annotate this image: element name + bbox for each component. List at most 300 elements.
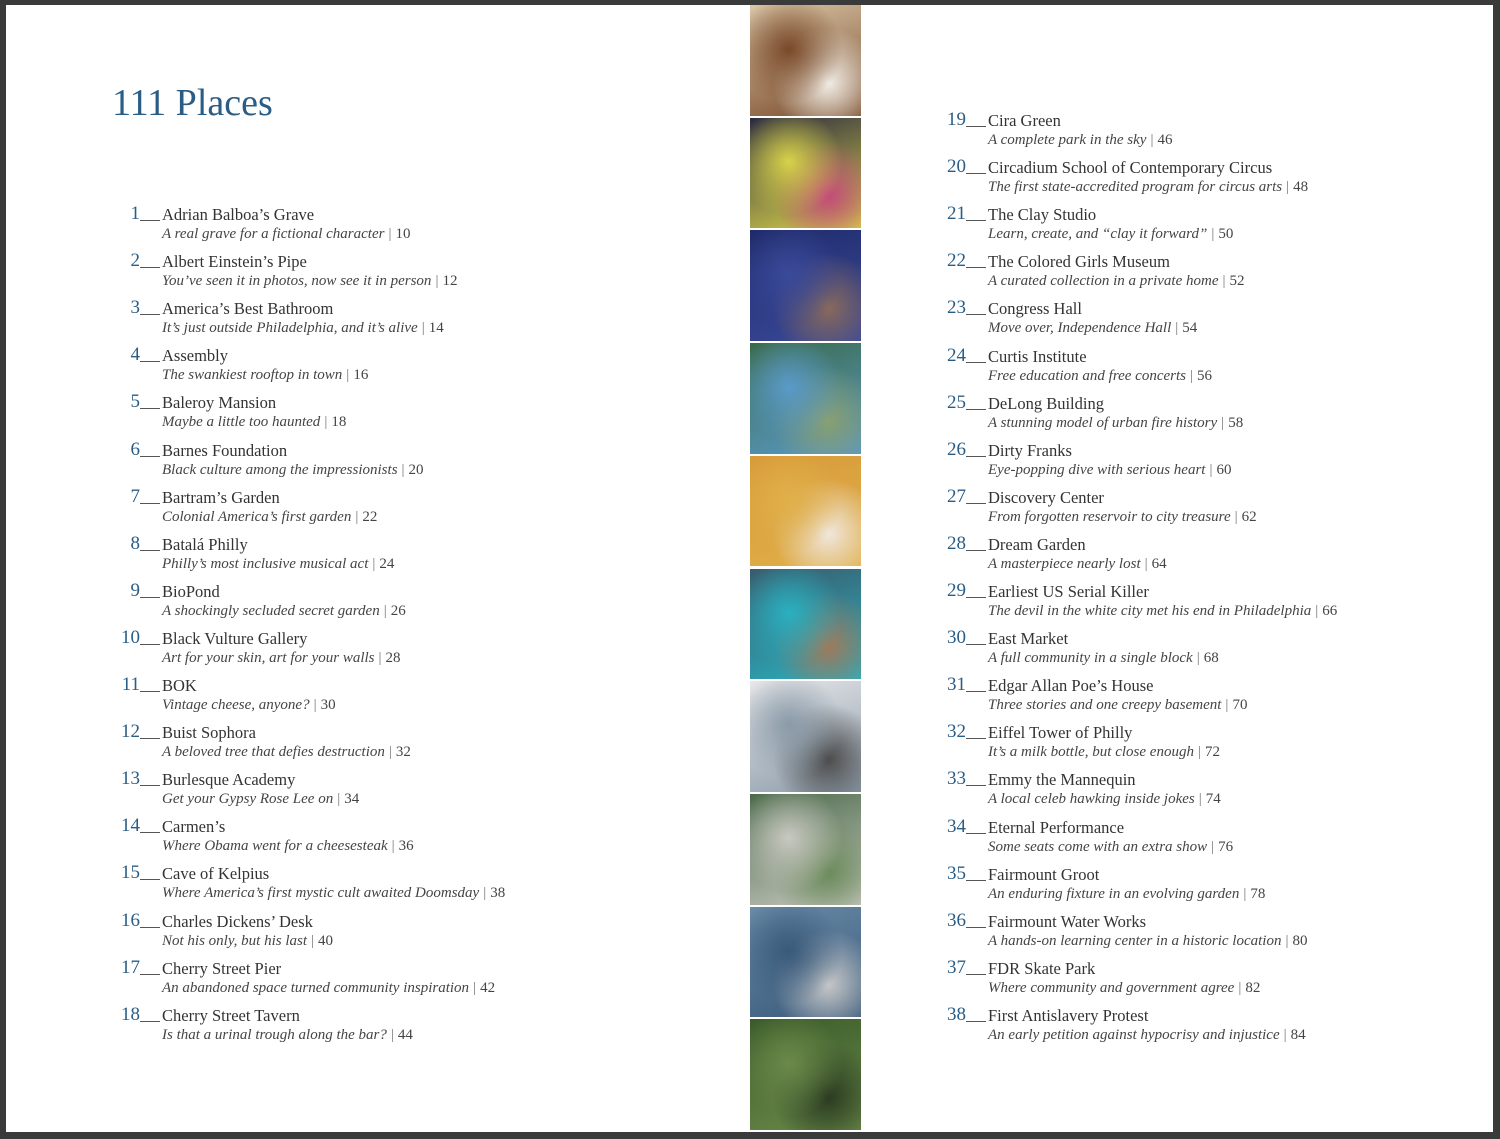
entry-subline bbox=[988, 225, 1233, 244]
entry-leader-rule bbox=[140, 691, 160, 692]
entry-subline bbox=[162, 508, 377, 527]
entry-leader-rule bbox=[966, 644, 986, 645]
entry-separator: | bbox=[401, 461, 405, 478]
entry-separator: | bbox=[1283, 1026, 1287, 1043]
entry-tagline: Some seats come with an extra show bbox=[988, 838, 1208, 855]
entry-separator: | bbox=[383, 602, 387, 619]
toc-entry bbox=[932, 297, 1492, 341]
entry-place-name: Earliest US Serial Killer bbox=[988, 582, 1149, 601]
entry-page-number: 80 bbox=[1292, 932, 1308, 949]
entry-place-name: Charles Dickens’ Desk bbox=[162, 911, 313, 931]
entry-leader-rule bbox=[140, 314, 160, 315]
entry-leader-rule bbox=[966, 409, 986, 410]
entry-leader-rule bbox=[966, 220, 986, 221]
entry-subline bbox=[162, 366, 368, 385]
entry-leader-rule bbox=[966, 173, 986, 174]
entry-separator: | bbox=[1144, 555, 1148, 572]
entry-subline bbox=[988, 178, 1308, 197]
entry-page-number: 20 bbox=[408, 461, 424, 478]
entry-page-number: 46 bbox=[1157, 132, 1173, 148]
toc-entry bbox=[106, 580, 666, 624]
entry-number: 4 bbox=[130, 344, 140, 366]
toc-entry bbox=[932, 910, 1492, 954]
entry-place-name: Albert Einstein’s Pipe bbox=[162, 252, 307, 272]
entry-separator: | bbox=[388, 226, 392, 242]
entry-number: 6 bbox=[130, 438, 140, 460]
entry-separator: | bbox=[1150, 132, 1154, 148]
entry-place-name: Barnes Foundation bbox=[162, 440, 288, 460]
entry-subline bbox=[162, 1026, 413, 1045]
entry-place-name: Burlesque Academy bbox=[162, 770, 296, 790]
entry-leader-rule bbox=[966, 974, 986, 975]
entry-separator: | bbox=[1315, 603, 1319, 619]
entry-place-name: East Market bbox=[988, 629, 1069, 649]
entry-leader-rule bbox=[140, 456, 160, 457]
entry-leader-rule bbox=[966, 314, 986, 315]
entry-tagline: A shockingly secluded secret garden bbox=[162, 602, 380, 619]
entry-separator: | bbox=[1209, 461, 1213, 478]
toc-entry bbox=[106, 486, 666, 530]
entry-place-name: Dirty Franks bbox=[988, 440, 1072, 460]
entry-place-name: Cherry Street Tavern bbox=[162, 1005, 300, 1025]
toc-entry bbox=[106, 674, 666, 718]
river-skater-photo bbox=[750, 907, 861, 1018]
entry-separator: | bbox=[1286, 179, 1290, 196]
entry-place-name: FDR Skate Park bbox=[988, 958, 1096, 978]
entry-subline bbox=[988, 932, 1307, 951]
entry-page-number: 12 bbox=[442, 273, 458, 290]
garden-sculpture-photo bbox=[750, 343, 861, 454]
entry-number: 23 bbox=[947, 297, 966, 319]
entry-place-name: Eiffel Tower of Philly bbox=[988, 723, 1133, 743]
toc-entry bbox=[932, 674, 1492, 718]
entry-separator: | bbox=[1234, 508, 1238, 525]
entry-number: 13 bbox=[121, 768, 140, 790]
entry-tagline: Maybe a little too haunted bbox=[162, 414, 321, 431]
entry-separator: | bbox=[311, 932, 315, 949]
entry-leader-rule bbox=[966, 1021, 986, 1022]
entry-subline bbox=[162, 461, 424, 480]
entry-subline bbox=[988, 508, 1257, 527]
entry-separator: | bbox=[421, 320, 425, 337]
entry-tagline: Not his only, but his last bbox=[162, 932, 308, 949]
entry-number: 29 bbox=[947, 580, 966, 601]
entry-page-number: 64 bbox=[1151, 555, 1167, 572]
entry-page-number: 44 bbox=[397, 1026, 413, 1043]
entry-tagline: Vintage cheese, anyone? bbox=[162, 697, 310, 713]
entry-subline bbox=[162, 225, 410, 244]
entry-number: 24 bbox=[947, 344, 966, 366]
toc-entry bbox=[932, 580, 1492, 624]
entry-tagline: Learn, create, and “clay it forward” bbox=[988, 226, 1208, 243]
entry-subline bbox=[162, 413, 346, 432]
entry-leader-rule bbox=[140, 361, 160, 362]
entry-tagline: From forgotten reservoir to city treasure bbox=[988, 508, 1231, 525]
entry-separator: | bbox=[483, 885, 487, 902]
entry-subline bbox=[988, 131, 1172, 150]
entry-page-number: 40 bbox=[318, 932, 334, 949]
entry-place-name: The Clay Studio bbox=[988, 205, 1097, 225]
entry-separator: | bbox=[378, 649, 382, 666]
entry-page-number: 34 bbox=[344, 791, 360, 808]
toc-entry bbox=[932, 156, 1492, 200]
entry-number: 31 bbox=[947, 674, 966, 696]
entry-tagline: Where Obama went for a cheesesteak bbox=[162, 838, 388, 855]
entry-page-number: 26 bbox=[390, 602, 406, 619]
entry-tagline: Move over, Independence Hall bbox=[988, 320, 1172, 337]
entry-leader-rule bbox=[966, 738, 986, 739]
entry-separator: | bbox=[1198, 791, 1202, 808]
toc-entry bbox=[932, 250, 1492, 294]
entry-tagline: The first state-accredited program for circus arts bbox=[988, 179, 1283, 196]
toc-entry bbox=[932, 1004, 1492, 1048]
photo-strip bbox=[750, 5, 861, 1132]
entry-page-number: 14 bbox=[428, 320, 444, 337]
cheesesteak-photo bbox=[750, 5, 861, 116]
entry-place-name: America’s Best Bathroom bbox=[162, 299, 334, 319]
gallery-light-photo bbox=[750, 118, 861, 229]
entry-tagline: An abandoned space turned community inspiration bbox=[162, 979, 470, 996]
entry-tagline: It’s a milk bottle, but close enough bbox=[988, 744, 1194, 761]
entry-number: 19 bbox=[947, 109, 966, 130]
entry-subline bbox=[162, 602, 406, 621]
entry-page-number: 68 bbox=[1203, 650, 1219, 667]
entry-separator: | bbox=[1197, 744, 1201, 761]
entry-subline bbox=[162, 790, 359, 809]
entry-subline bbox=[162, 649, 401, 668]
entry-tagline: Philly’s most inclusive musical act bbox=[162, 555, 369, 572]
toc-entry bbox=[932, 345, 1492, 389]
entry-subline bbox=[162, 837, 414, 856]
toc-entry bbox=[106, 768, 666, 812]
entry-subline bbox=[162, 884, 505, 903]
mansion-facade-photo bbox=[750, 681, 861, 792]
toc-entry bbox=[932, 816, 1492, 860]
entry-leader-rule bbox=[140, 879, 160, 880]
entry-place-name: Fairmount Groot bbox=[988, 864, 1100, 884]
entry-separator: | bbox=[355, 508, 359, 525]
circus-rings-photo bbox=[750, 456, 861, 567]
entry-place-name: Bartram’s Garden bbox=[162, 487, 280, 507]
entry-subline bbox=[988, 602, 1337, 621]
entry-leader-rule bbox=[140, 927, 160, 928]
entry-place-name: Buist Sophora bbox=[162, 723, 256, 743]
entry-tagline: It’s just outside Philadelphia, and it’s alive bbox=[162, 320, 418, 337]
entry-subline bbox=[162, 319, 444, 338]
entry-page-number: 10 bbox=[395, 226, 411, 242]
toc-entry bbox=[106, 250, 666, 294]
entry-place-name: Circadium School of Contemporary Circus bbox=[988, 158, 1273, 178]
entry-number: 22 bbox=[947, 250, 966, 272]
entry-place-name: BioPond bbox=[162, 581, 220, 601]
entry-place-name: Cira Green bbox=[988, 111, 1061, 130]
entry-page-number: 56 bbox=[1197, 367, 1213, 384]
entry-number: 8 bbox=[130, 532, 140, 554]
entry-leader-rule bbox=[966, 267, 986, 268]
entry-leader-rule bbox=[966, 833, 986, 834]
entry-page-number: 78 bbox=[1250, 885, 1266, 902]
museum-portrait-photo bbox=[750, 230, 861, 341]
toc-entry bbox=[106, 910, 666, 954]
toc-entry bbox=[106, 203, 666, 247]
entry-number: 7 bbox=[130, 485, 140, 507]
entry-subline bbox=[988, 649, 1219, 668]
entry-place-name: Congress Hall bbox=[988, 299, 1082, 319]
entry-subline bbox=[988, 743, 1220, 762]
entry-separator: | bbox=[1196, 650, 1200, 667]
toc-entry bbox=[106, 297, 666, 341]
entry-page-number: 84 bbox=[1290, 1026, 1306, 1043]
entry-page-number: 18 bbox=[331, 414, 347, 431]
entry-leader-rule bbox=[140, 267, 160, 268]
entry-leader-rule bbox=[966, 785, 986, 786]
entry-place-name: Carmen’s bbox=[162, 817, 226, 837]
entry-leader-rule bbox=[966, 362, 986, 363]
entry-subline bbox=[162, 743, 411, 762]
toc-entry bbox=[106, 1004, 666, 1048]
entry-page-number: 60 bbox=[1216, 461, 1232, 478]
entry-subline bbox=[988, 272, 1245, 291]
entry-number: 28 bbox=[947, 532, 966, 554]
entry-number: 11 bbox=[121, 674, 140, 695]
entry-subline bbox=[988, 367, 1212, 386]
entry-place-name: Fairmount Water Works bbox=[988, 911, 1147, 931]
entry-place-name: Cave of Kelpius bbox=[162, 864, 270, 884]
entry-tagline: The devil in the white city met his end in Philadelphia bbox=[988, 603, 1312, 619]
page-title: 111 Places bbox=[112, 82, 273, 124]
entry-leader-rule bbox=[140, 1021, 160, 1022]
entry-place-name: DeLong Building bbox=[988, 393, 1104, 413]
entry-place-name: Discovery Center bbox=[988, 487, 1104, 507]
entry-tagline: A full community in a single block bbox=[988, 650, 1193, 667]
entry-subline bbox=[162, 979, 495, 998]
entry-tagline: Get your Gypsy Rose Lee on bbox=[162, 791, 334, 808]
entry-tagline: Where community and government agree bbox=[988, 979, 1235, 996]
entry-subline bbox=[988, 414, 1243, 433]
entry-separator: | bbox=[1222, 273, 1226, 290]
entry-separator: | bbox=[313, 697, 317, 713]
entry-page-number: 82 bbox=[1245, 979, 1261, 996]
entry-place-name: Dream Garden bbox=[988, 534, 1086, 554]
entry-page-number: 62 bbox=[1241, 508, 1257, 525]
toc-entry bbox=[932, 768, 1492, 812]
entry-number: 16 bbox=[121, 909, 140, 931]
entry-number: 15 bbox=[121, 862, 140, 884]
entry-subline bbox=[162, 555, 394, 574]
entry-leader-rule bbox=[966, 927, 986, 928]
entry-separator: | bbox=[346, 367, 350, 384]
entry-number: 10 bbox=[121, 626, 140, 648]
entry-place-name: Batalá Philly bbox=[162, 534, 248, 554]
entry-separator: | bbox=[391, 838, 395, 855]
entry-separator: | bbox=[1221, 414, 1225, 431]
entry-leader-rule bbox=[966, 456, 986, 457]
entry-number: 36 bbox=[947, 909, 966, 931]
entry-subline bbox=[988, 461, 1231, 480]
entry-separator: | bbox=[1243, 885, 1247, 902]
entry-number: 1 bbox=[130, 203, 140, 224]
entry-tagline: A beloved tree that defies destruction bbox=[162, 744, 385, 761]
entry-tagline: The swankiest rooftop in town bbox=[162, 367, 343, 384]
entry-leader-rule bbox=[966, 880, 986, 881]
entry-page-number: 32 bbox=[395, 744, 411, 761]
toc-entry bbox=[932, 203, 1492, 247]
entry-leader-rule bbox=[140, 597, 160, 598]
entry-page-number: 36 bbox=[398, 838, 414, 855]
toc-entry bbox=[932, 627, 1492, 671]
entry-subline bbox=[162, 272, 457, 291]
entry-place-name: The Colored Girls Museum bbox=[988, 252, 1170, 272]
entry-leader-rule bbox=[140, 408, 160, 409]
entry-number: 37 bbox=[947, 956, 966, 978]
entry-tagline: An early petition against hypocrisy and injustice bbox=[988, 1026, 1280, 1043]
toc-entry bbox=[106, 627, 666, 671]
entry-separator: | bbox=[337, 791, 341, 808]
entry-page-number: 16 bbox=[353, 367, 369, 384]
entry-leader-rule bbox=[140, 974, 160, 975]
entry-number: 14 bbox=[121, 815, 140, 837]
entry-tagline: A local celeb hawking inside jokes bbox=[988, 791, 1195, 808]
entry-number: 18 bbox=[121, 1003, 140, 1025]
entry-page-number: 72 bbox=[1204, 744, 1220, 761]
book-spread bbox=[6, 5, 1493, 1132]
entry-tagline: A real grave for a fictional character bbox=[162, 226, 385, 242]
entry-page-number: 52 bbox=[1229, 273, 1245, 290]
entry-separator: | bbox=[388, 744, 392, 761]
entry-separator: | bbox=[1211, 838, 1215, 855]
entry-leader-rule bbox=[966, 597, 986, 598]
entry-separator: | bbox=[1175, 320, 1179, 337]
entry-page-number: 76 bbox=[1218, 838, 1234, 855]
entry-page-number: 38 bbox=[490, 885, 506, 902]
entry-separator: | bbox=[1190, 367, 1194, 384]
entry-tagline: An enduring fixture in an evolving garden bbox=[988, 885, 1240, 902]
entry-number: 26 bbox=[947, 438, 966, 460]
entry-subline bbox=[988, 790, 1221, 809]
entry-page-number: 50 bbox=[1218, 226, 1234, 243]
entry-number: 25 bbox=[947, 391, 966, 413]
toc-entry bbox=[106, 344, 666, 388]
entry-tagline: Colonial America’s first garden bbox=[162, 508, 352, 525]
entry-leader-rule bbox=[140, 220, 160, 221]
entry-leader-rule bbox=[140, 785, 160, 786]
toc-entry bbox=[932, 863, 1492, 907]
entry-leader-rule bbox=[966, 126, 986, 127]
entry-place-name: Eternal Performance bbox=[988, 817, 1125, 837]
entry-place-name: Cherry Street Pier bbox=[162, 958, 282, 978]
entry-separator: | bbox=[473, 979, 477, 996]
entry-tagline: A curated collection in a private home bbox=[988, 273, 1219, 290]
entry-separator: | bbox=[1225, 697, 1229, 714]
entry-separator: | bbox=[1285, 932, 1289, 949]
entry-place-name: Adrian Balboa’s Grave bbox=[162, 205, 315, 224]
entry-page-number: 54 bbox=[1182, 320, 1198, 337]
entry-place-name: Assembly bbox=[162, 346, 228, 366]
entry-separator: | bbox=[324, 414, 328, 431]
entry-page-number: 58 bbox=[1228, 414, 1244, 431]
entry-subline bbox=[988, 696, 1247, 715]
entry-tagline: Black culture among the impressionists bbox=[162, 461, 398, 478]
entry-number: 17 bbox=[121, 956, 140, 978]
entry-tagline: Eye-popping dive with serious heart bbox=[988, 461, 1206, 478]
entry-tagline: Is that a urinal trough along the bar? bbox=[162, 1026, 387, 1043]
entry-tagline: You’ve seen it in photos, now see it in person bbox=[162, 273, 432, 290]
entry-leader-rule bbox=[140, 832, 160, 833]
entry-number: 3 bbox=[130, 297, 140, 319]
entry-leader-rule bbox=[140, 550, 160, 551]
entry-place-name: Edgar Allan Poe’s House bbox=[988, 676, 1154, 696]
toc-entry bbox=[106, 862, 666, 906]
entry-separator: | bbox=[372, 555, 376, 572]
fountain-park-photo bbox=[750, 794, 861, 905]
entry-number: 20 bbox=[947, 156, 966, 178]
entry-tagline: Where America’s first mystic cult awaited Doomsday bbox=[162, 885, 480, 902]
entry-place-name: Baleroy Mansion bbox=[162, 393, 277, 413]
toc-entry bbox=[106, 533, 666, 577]
entry-leader-rule bbox=[966, 691, 986, 692]
entry-tagline: Free education and free concerts bbox=[988, 367, 1186, 384]
entry-number: 21 bbox=[947, 203, 966, 225]
entry-subline bbox=[162, 932, 333, 951]
entry-tagline: A stunning model of urban fire history bbox=[988, 414, 1218, 431]
toc-entry bbox=[932, 486, 1492, 530]
entry-number: 34 bbox=[947, 815, 966, 837]
entry-number: 32 bbox=[947, 721, 966, 743]
entry-page-number: 66 bbox=[1322, 603, 1338, 619]
entry-page-number: 24 bbox=[379, 555, 395, 572]
entry-number: 35 bbox=[947, 862, 966, 884]
toc-entry bbox=[932, 957, 1492, 1001]
entry-page-number: 42 bbox=[480, 979, 496, 996]
entry-separator: | bbox=[435, 273, 439, 290]
tree-canopy-photo bbox=[750, 1019, 861, 1130]
entry-subline bbox=[988, 838, 1233, 857]
entry-separator: | bbox=[1211, 226, 1215, 243]
entry-leader-rule bbox=[966, 550, 986, 551]
entry-place-name: First Antislavery Protest bbox=[988, 1005, 1149, 1025]
toc-entry bbox=[932, 109, 1492, 153]
toc-entry bbox=[932, 721, 1492, 765]
toc-entry bbox=[106, 957, 666, 1001]
entry-number: 2 bbox=[130, 250, 140, 272]
toc-entry bbox=[106, 391, 666, 435]
entry-subline bbox=[988, 1026, 1306, 1045]
entry-page-number: 74 bbox=[1205, 791, 1221, 808]
entry-leader-rule bbox=[140, 738, 160, 739]
entry-page-number: 48 bbox=[1293, 179, 1309, 196]
toc-entry bbox=[106, 721, 666, 765]
entry-place-name: BOK bbox=[162, 676, 197, 695]
entry-number: 12 bbox=[121, 721, 140, 743]
rooftop-pool-photo bbox=[750, 569, 861, 680]
entry-page-number: 22 bbox=[362, 508, 378, 525]
entry-number: 30 bbox=[947, 627, 966, 649]
entry-leader-rule bbox=[966, 503, 986, 504]
entry-number: 9 bbox=[130, 579, 140, 601]
entry-number: 27 bbox=[947, 485, 966, 507]
entry-subline bbox=[988, 319, 1197, 338]
entry-page-number: 70 bbox=[1232, 697, 1248, 714]
entry-number: 33 bbox=[947, 768, 966, 790]
entry-number: 5 bbox=[130, 391, 140, 413]
toc-entry bbox=[932, 533, 1492, 577]
toc-entry bbox=[932, 392, 1492, 436]
entry-leader-rule bbox=[140, 503, 160, 504]
entry-place-name: Emmy the Mannequin bbox=[988, 770, 1136, 790]
entry-page-number: 30 bbox=[320, 697, 336, 713]
toc-entry bbox=[106, 815, 666, 859]
toc-entry bbox=[932, 439, 1492, 483]
